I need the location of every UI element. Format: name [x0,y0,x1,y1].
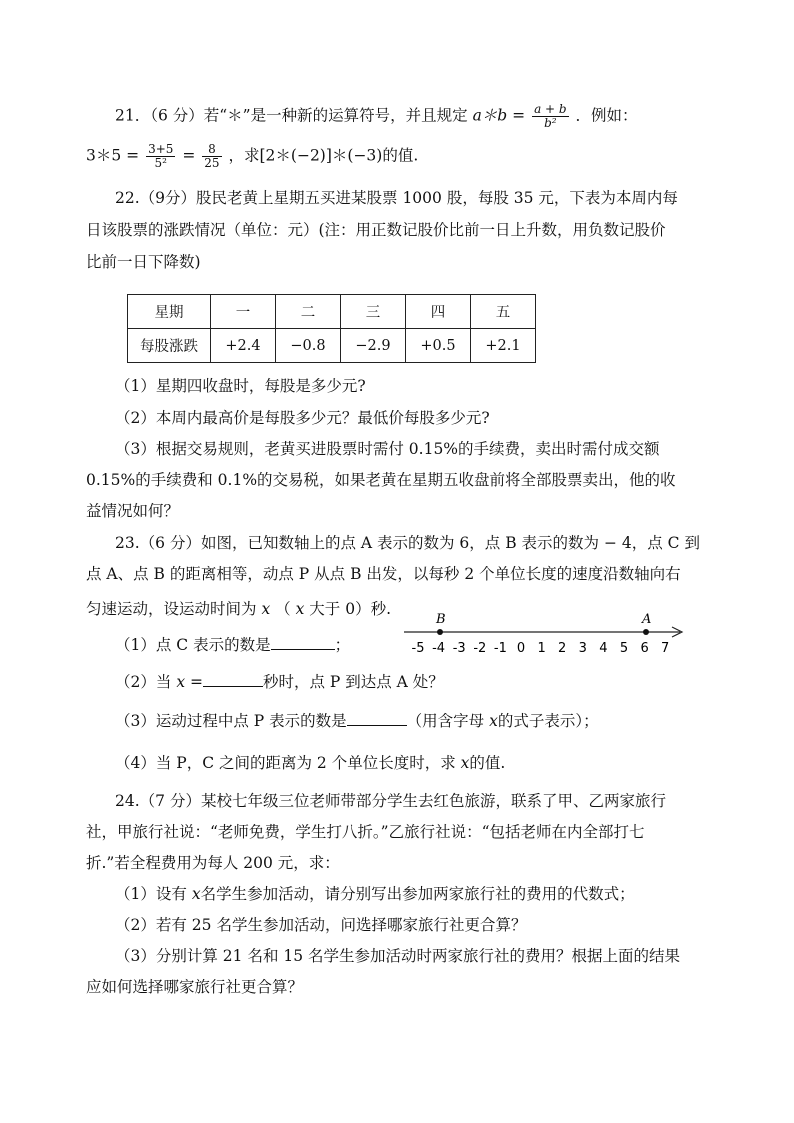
table-header-row [128,295,536,329]
q23-sub2-b: 秒时，点 P 到达点 A 处？ [262,673,444,691]
q23-var-x: x [460,754,470,772]
number-line-tick-label: -4 [432,641,446,656]
table-cell: 四 [406,295,471,329]
q23-sub1 [115,633,350,655]
number-line-tick-label: -1 [493,641,507,656]
q23-line3-b: （ [275,600,291,618]
q21-example-eq: = [182,146,196,165]
q23-line2: 点 A、点 B 的距离相等，动点 P 从点 B 出发，以每秒 2 个单位长度的速度沿数轴向右 [86,565,681,583]
table-cell: 每股涨跌 [128,329,211,363]
number-line-tick-label: 7 [661,641,670,656]
q24-line3: 折.”若全程费用为每人 200 元，求： [86,854,340,872]
q23-var-x: x [295,600,305,618]
q23-var-x: x [489,712,498,730]
q23-line3-a: 匀速运动，设运动时间为 [86,600,257,618]
number-line-tick-label: 3 [578,641,587,656]
q22-sub3-line2: 0.15%的手续费和 0.1%的交易税，如果老黄在星期五收盘前将全部股票卖出，他的收 [86,471,676,489]
q23-sub3-a: （3）运动过程中点 P 表示的数是 [115,712,347,730]
q23-sub3 [115,709,599,731]
q21-rule-fraction [532,103,569,130]
q21-example-den1: 5² [154,156,167,171]
q22-line3: 比前一日下降数) [86,253,201,271]
number-line-tick-label: 1 [537,641,546,656]
q23-sub1-b: ； [334,636,351,654]
q23-sub2-a: （2）当 [115,673,172,691]
point-a-label: A [642,612,652,627]
q21-example-den2: 25 [204,156,220,171]
table-cell: 星期 [128,295,211,329]
point-a-dot [643,629,649,635]
q23-sub3-c: 的式子表示）； [497,712,599,730]
q22-sub2: （2）本周内最高价是每股多少元？最低价每股多少元? [115,409,490,427]
table-cell: 三 [341,295,406,329]
q21-line2 [86,143,418,170]
q21-example-lhs: 3＊5 = [86,146,140,165]
q24-sub2: （2）若有 25 名学生参加活动，问选择哪家旅行社更合算？ [115,916,527,934]
q23-sub2-x: x = [176,673,203,691]
answer-blank[interactable] [347,711,407,726]
q21-example-fraction1 [146,143,175,170]
table-cell: 一 [211,295,276,329]
q21-example-suffix: ，求[2＊(−2)]＊(−3)的值. [228,146,419,165]
stock-change-table [127,294,536,363]
q23-sub2 [115,670,444,692]
number-line-figure [400,610,690,670]
q23-var-x: x [261,600,271,618]
answer-blank[interactable] [203,672,263,687]
q22-sub3-line3: 益情况如何？ [86,502,180,520]
q21-example-fraction2 [202,143,221,170]
q23-sub4-b: 的值. [469,754,506,772]
point-b-label: B [436,612,446,627]
q23-line3 [86,597,391,619]
table-cell: 二 [276,295,341,329]
table-cell: +2.1 [471,329,536,363]
q21-rule-denominator: b² [544,116,557,131]
table-cell: 五 [471,295,536,329]
q21-prefix: 21．（6 分）若“＊”是一种新的运算符号，并且规定 [115,106,468,125]
number-line-ticks [412,641,670,656]
q24-sub1-b: 名学生参加活动，请分别写出参加两家旅行社的费用的代数式； [200,885,635,903]
q22-line1: 22.（9分）股民老黄上星期五买进某股票 1000 股，每股 35 元，下表为本周内每 [115,189,678,207]
q21-example-num1: 3+5 [148,142,174,156]
q23-sub4-a: （4）当 P，C 之间的距离为 2 个单位长度时，求 [115,754,456,772]
table-cell: −2.9 [341,329,406,363]
q22-sub3-line1: （3）根据交易规则，老黄买进股票时需付 0.15%的手续费，卖出时需付成交额 [115,440,660,458]
number-line-tick-label: 4 [599,641,608,656]
number-line-tick-label: 6 [640,641,649,656]
q24-sub3-line1: （3）分别计算 21 名和 15 名学生参加活动时两家旅行社的费用？根据上面的结果 [115,947,681,965]
q24-sub1 [115,882,635,904]
q24-line1: 24.（7 分）某校七年级三位老师带部分学生去红色旅游，联系了甲、乙两家旅行 [115,792,666,810]
q22-line2: 日该股票的涨跌情况（单位：元）(注：用正数记股价比前一日上升数，用负数记股价 [86,221,666,239]
q24-line2: 社，甲旅行社说：“老师免费，学生打八折。”乙旅行社说：“包括老师在内全部打七 [86,823,645,841]
q21-rule-suffix: ．例如： [575,106,638,125]
q21-rule-numerator: a + b [534,102,567,116]
table-cell: −0.8 [276,329,341,363]
q23-line1: 23.（6 分）如图，已知数轴上的点 A 表示的数为 6，点 B 表示的数为 − 4，点 C 到 [115,534,700,552]
number-line-tick-label: -2 [473,641,487,656]
q23-sub1-a: （1）点 C 表示的数是 [115,636,271,654]
q21-line1 [115,103,638,130]
answer-blank[interactable] [271,635,335,650]
q24-var-x: x [191,885,201,903]
q23-line3-c: 大于 0）秒. [309,600,391,618]
number-line-tick-label: 2 [558,641,567,656]
number-line-tick-label: 5 [619,641,629,656]
table-row [128,329,536,363]
point-b-dot [437,629,443,635]
table-cell: +2.4 [211,329,276,363]
q21-example-num2: 8 [202,143,221,157]
q23-sub4 [115,751,505,773]
q23-sub3-b: （用含字母 [406,712,485,730]
number-line-tick-label: 0 [516,641,526,656]
q22-sub1: （1）星期四收盘时，每股是多少元? [115,377,366,395]
q24-sub1-a: （1）设有 [115,885,187,903]
q21-rule-lhs: a＊b = [472,106,526,125]
table-cell: +0.5 [406,329,471,363]
number-line-tick-label: -5 [411,641,425,656]
number-line-tick-label: -3 [452,641,466,656]
q24-sub3-line2: 应如何选择哪家旅行社更合算？ [86,978,304,996]
